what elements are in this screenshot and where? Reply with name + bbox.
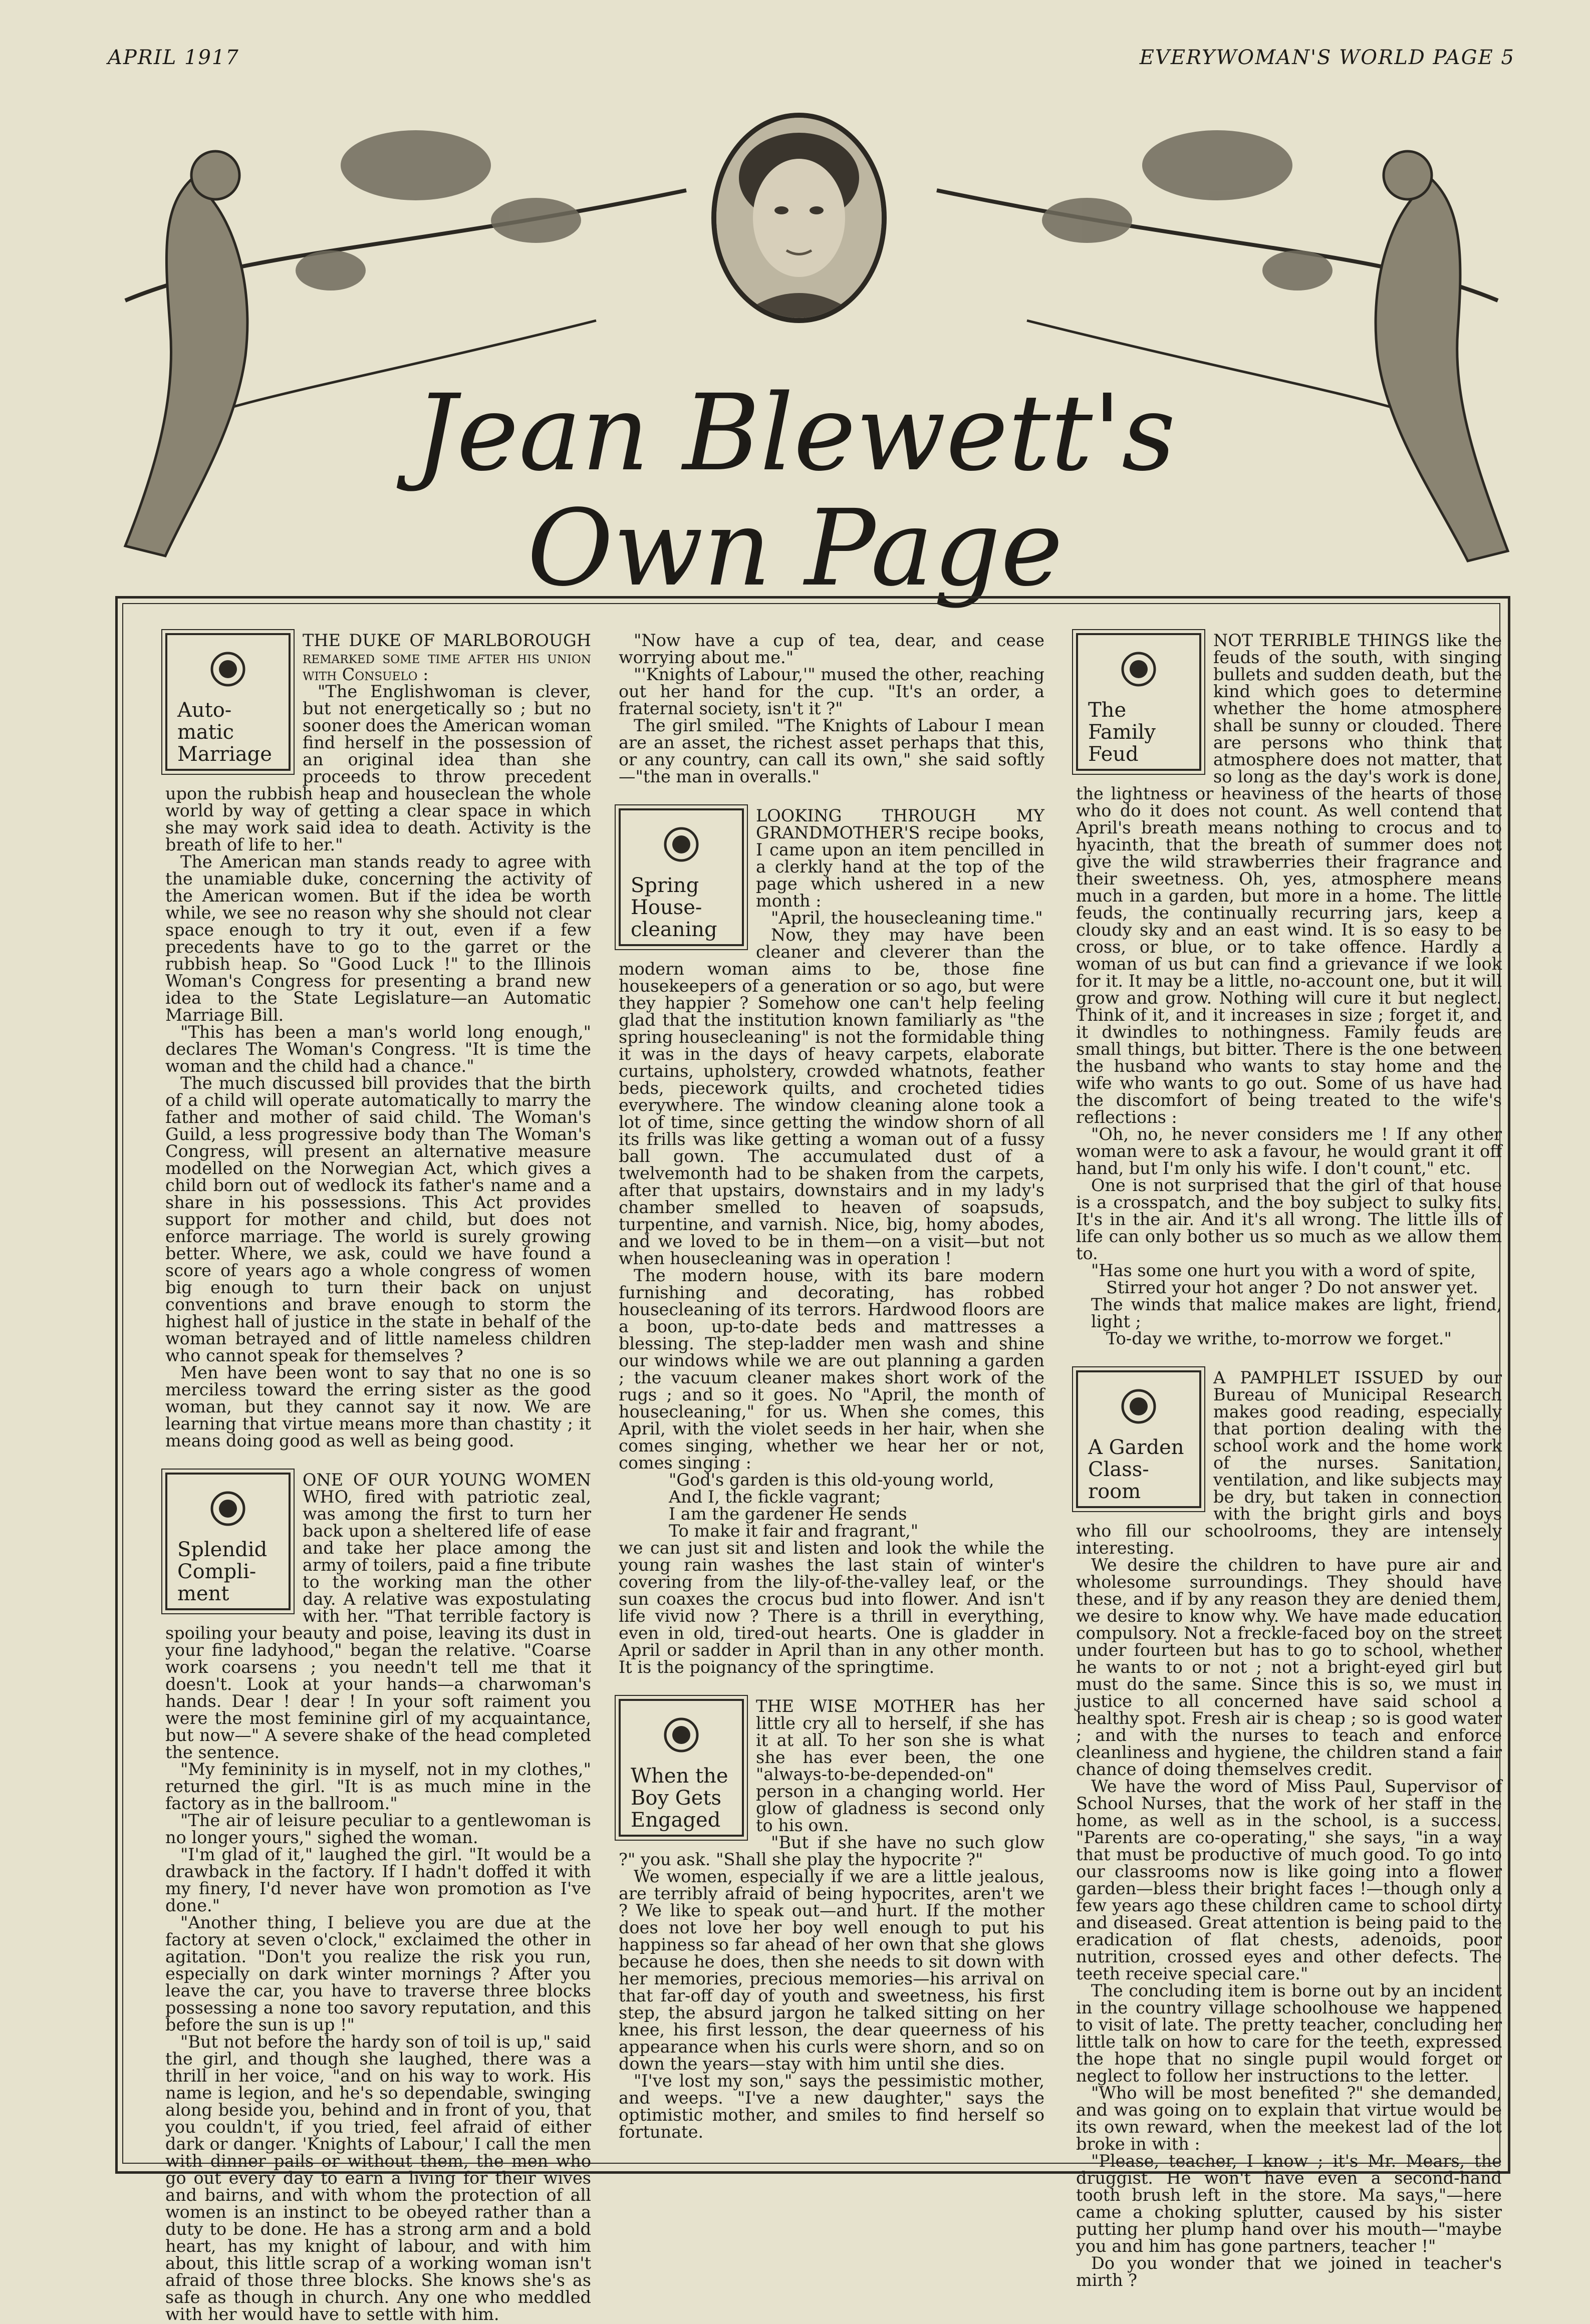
verse-line: "Has some one hurt you with a word of spite, [1091,1261,1476,1280]
column-3 [1076,631,1502,2290]
paragraph: THE WISE MOTHER has her little cry all to herself, if she has it at all. To her son she is what she has ever been, the one "always-to-be-depended-on" person in a changing world. Her glow of gladness is second only to his own. [756,1696,1044,1835]
seal-icon [663,1715,700,1754]
paragraph: The girl smiled. "The Knights of Labour I mean are an asset, the richest asset perhaps that this, or any country, can call its own," she said softly—"the man in overalls." [619,716,1044,786]
verse-line: The winds that malice makes are light, friend, light ; [1091,1295,1502,1331]
paragraph: "April, the housecleaning time." [771,908,1043,928]
paragraph: The concluding item is borne out by an incident in the country village schoolhouse we happened to visit of late. The pretty teacher, concluding her little talk on how to care for the teeth, expressed the hope that no single pupil would forget or neglect to follow her instructions to the letter. [1076,1981,1502,2086]
paragraph: "Now have a cup of tea, dear, and cease worrying about me." [619,631,1044,667]
paragraph: "But not before the hardy son of toil is up," said the girl, and though she laughed, there was a thrill in her voice, "and on his way to work. His name is legion, and he's so dependable, swinging along beside you, behind and in front of you, that you couldn't, if you tried, feel afraid of either dark or danger. 'Knights of Labour,' I call the men with dinner pails or without them, the men who go out every day to earn a living for their wives and bairns, and with whom the protection of all women is an instinct to be obeyed rather than a duty to be done. He has a strong arm and a bold heart, has my knight of labour, and with him about, this little scrap of a working woman isn't afraid of those three blocks. She knows she's as safe as though in church. Any one who meddled with her would have to settle with him. [165,2032,591,2324]
seal-icon [209,1489,246,1528]
seal-icon [1120,1386,1157,1425]
seal-icon [1120,649,1157,688]
section-garden-classroom [1076,1369,1502,2289]
paragraph: THE DUKE OF MARLBOROUGH remarked some time after his union with Consuelo : [303,631,591,684]
paragraph: "'Knights of Labour,'" mused the other, reaching out her hand for the cup. "It's an order, a fraternal society, isn't it ?" [619,665,1044,718]
page-title-line-1: Jean Blewett's [414,372,1176,494]
section-label-box [165,633,291,771]
section-label-box [165,1473,291,1610]
section-label-box [619,808,744,946]
verse-line: To-day we writhe, to-morrow we forget." [1106,1329,1452,1348]
paragraph: A PAMPHLET ISSUED by our Bureau of Municipal Research makes good reading, especially that portion dealing with the school work and the home work of the nurses. Sanitation, ventilation, and like subjects may be dry, but taken in connection with the bright girls and boys who fill our schoolrooms, they are intensely interesting. [1076,1368,1502,1558]
verse-line: Stirred your hot anger ? Do not answer yet. [1106,1278,1478,1297]
author-portrait [711,113,887,323]
paragraph: We desire the children to have pure air and wholesome surroundings. They should have these, and if by any reason they are denied them, we desire to know why. We have made education compulsory. Not a freckle-faced boy on the street under fourteen but has to go to school, whether he wants to or not ; not a bright-eyed girl but must do the same. Since this is so, we must in justice to all concerned have said school a healthy spot. Fresh air is cheap ; so is good water ; and with the nurses to teach and enforce cleanliness and hygiene, the children stand a fair chance of doing themselves credit. [1076,1555,1502,1779]
section-label-box [619,1699,744,1837]
paragraph: Men have been wont to say that no one is so merciless toward the erring sister as the good woman, but they cannot say it now. We are learning that virtue means more than chastity ; it means doing good as well as being good. [165,1363,591,1450]
seal-icon [663,824,700,863]
paragraph: "The Englishwoman is clever, but not energetically so ; but no sooner does the American woman find herself in the possession of an original idea than she proceeds to throw precedent upon the rubbish heap and houseclean the whole world by way of getting a clear space in which she may work said idea to death. Activity is the breath of life to her." [165,682,592,854]
paragraph: ONE OF OUR YOUNG WOMEN WHO, fired with patriotic zeal, was among the first to turn her back upon a sheltered life of ease and take her place among the army of toilers, paid a fine tribute to the working man the other day. A relative was expostulating with her. "That terrible factory is spoiling your beauty and poise, leaving its dust in your fine ladyhood," began the relative. "Coarse work coarsens ; you needn't tell me that it doesn't. Look at your hands—a charwoman's hands. Dear ! dear ! In your soft raiment you were the most feminine girl of my acquaintance, but now—" A severe shake of the head completed the sentence. [165,1470,591,1762]
section-label: Auto-matic Marriage [177,699,272,766]
paragraph: we can just sit and listen and look the while the young rain washes the last stain of winter's covering from the lily-of-the-valley leaf, or the sun coaxes the crocus bud into flower. And isn't life vivid now ? There is a thrill in everything, even in old, tired-out hearts. One is gladder in April or sadder in April than in any other month. It is the poignancy of the springtime. [619,1538,1044,1677]
paragraph: We women, especially if we are a little jealous, are terribly afraid of being hypocrites, aren't we ? We like to speak out—and hurt. If the mother does not love her boy well enough to put his happiness so far ahead of her own that she glows because he does, then she needs to sit down with her memories, precious memories—his arrival on that far-off day of youth and sweetness, his first step, the absurd jargon he talked sitting on her knee, his first lesson, the dear queerness of his appearance when his curls were shorn, and so on down the years—stay with him until she dies. [619,1867,1044,2074]
section-label-box [1076,1370,1201,1508]
paragraph: "But if she have no such glow ?" you ask. "Shall she play the hypocrite ?" [619,1833,1044,1869]
section-label: Splendid Compli-ment [177,1538,268,1605]
paragraph: "Oh, no, he never considers me ! If any other woman were to ask a favour, he would grant it off hand, but I'm only his wife. I don't count," etc. [1076,1124,1502,1178]
paragraph: Do you wonder that we joined in teacher's mirth ? [1076,2253,1502,2290]
paragraph: "Who will be most benefited ?" she demanded, and was going on to explain that virtue would be its own reward, when the meekest lad of the lot broke in with : [1076,2083,1502,2154]
paragraph: "I'm glad of it," laughed the girl. "It would be a drawback in the factory. If I hadn't doffed it with my finery, I'd never have won promotion as I've done." [165,1845,591,1915]
magazine-page: EVERYWOMAN'S WORLD PAGE 5 [1139,46,1515,69]
paragraph: NOT TERRIBLE THINGS like the feuds of the south, with singing bullets and sudden death, but the kind which goes to determine whether the home atmosphere shall be sunny or clouded. There are persons who think that atmosphere does not matter, that so long as the day's work is done, the lightness or heaviness of the hearts of those who do it does not count. As well contend that April's breath means nothing to crocus and to hyacinth, that the breath of summer does not give the wild strawberries their fragrance and their sweetness. Oh, yes, atmosphere means much in a garden, but more in a home. The little feuds, the continually recurring jars, keep a cloudy sky and an east wind. It is so easy to be cross, or blue, or to take offence. Hardly a woman of us but can find a grievance if we look for it. It may be a little, no-account one, but it will grow and grow. Nothing will cure it but neglect. Think of it, and it increases in size ; forget it, and it dwindles to nothingness. Family feuds are small things, but bitter. There is the one between the husband who wants to stay home and the wife who wants to go out. Some of us have had the discomfort of being treated to the wife's reflections : [1076,631,1502,1127]
page-title-line-2: Own Page [527,487,1063,610]
section-label-box [1076,633,1201,771]
paragraph: "Another thing, I believe you are due at the factory at seven o'clock," exclaimed the other in agitation. "Don't you realize the risk you run, especially on dark winter mornings ? After you leave the car, you have to traverse three blocks possessing a none too savory reputation, and this before the sun is up !" [165,1913,591,2035]
paragraph: Now, they may have been cleaner and cleverer than the modern woman aims to be, those fine housekeepers of a generation or so ago, but were they happier ? Somehow one can't help feeling glad that the institution known familiarly as "the spring housecleaning" is not the formidable thing it was in the days of heavy carpets, elaborate curtains, upholstery, crowded whatnots, feather beds, piecework quilts, and crocheted tidies everywhere. The window cleaning alone took a lot of time, since getting the window shorn of all its frills was like getting a woman out of a fussy ball gown. The accumulated dust of a twelvemonth had to be shaken from the carpets, after that upstairs, downstairs and in my lady's chamber smelled to heaven of soapsuds, turpentine, and varnish. Nice, big, homy abodes, and we loved to be in them—on a visit—but not when housecleaning was in operation ! [619,925,1044,1268]
paragraph: "My femininity is in myself, not in my clothes," returned the girl. "It is as much mine in the factory as in the ballroom." [165,1760,591,1813]
portrait-image [716,118,882,318]
paragraph: "I've lost my son," says the pessimistic mother, and weeps. "I've a new daughter," says the optimistic mother, and smiles to find herself so fortunate. [619,2071,1044,2142]
issue-date: APRIL 1917 [108,46,239,69]
section-label: The Family Feud [1088,699,1156,766]
section-automatic-marriage [165,632,591,1449]
paragraph: One is not surprised that the girl of that house is a crosspatch, and the boy subject to sulky fits. It's in the air. And it's all wrong. The little ills of life can only bother us so much as we allow them to. [1076,1176,1502,1263]
paragraph: The much discussed bill provides that the birth of a child will operate automatically to marry the father and mother of said child. The Woman's Guild, a less progressive body than The Woman's Congress, will present an alternative measure modelled on the Norwegian Act, which gives a child born out of wedlock its father's name and a share in his possessions. This Act provides support for mother and child, but does not enforce marriage. The world is surely growing better. Where, we ask, could we have found a score of years ago a whole congress of women big enough to turn their back on unjust conventions and brave enough to storm the highest hall of justice in the state in behalf of the woman betrayed and of little nameless children who cannot speak for themselves ? [165,1073,591,1365]
section-label: When the Boy Gets Engaged [631,1765,728,1832]
section-label: A Garden Class-room [1088,1436,1184,1503]
section-boy-gets-engaged [619,1698,1044,2141]
verse-line: And I, the fickle vagrant; [669,1487,881,1507]
paragraph: We have the word of Miss Paul, Supervisor of School Nurses, that the work of her staff in the home, as well as in the school, is a success. "Parents are co-operating," she says, "in a way that must be productive of much good. To go into our classrooms now is like going into a flower garden—bless their bright faces !—though only a few years ago these children came to school dirty and diseased. Great attention is being paid to the eradication of flat chests, adenoids, poor nutrition, crossed eyes and other defects. The teeth receive special care." [1076,1777,1502,1983]
verse-line: "God's garden is this old-young world, [669,1470,994,1490]
section-splendid-compliment [165,1472,591,2323]
running-header [108,46,1515,76]
seal-icon [209,649,246,688]
paragraph: The American man stands ready to agree with the unamiable duke, concerning the activity of the American women. But if the idea be worth while, we see no reason why she should not clear space enough to try it out, even if a few precedents have to go to the garret or the rubbish heap. So "Good Luck !" to the Illinois Woman's Congress for presenting a brand new idea to the State Legislature—an Automatic Marriage Bill. [165,852,591,1025]
paragraph: "The air of leisure peculiar to a gentlewoman is no longer yours," sighed the woman. [165,1811,591,1847]
verse-line: I am the gardener He sends [669,1504,907,1524]
column-1 [165,631,592,2324]
paragraph: LOOKING THROUGH MY GRANDMOTHER'S recipe books, I came upon an item pencilled in a clerkly hand at the top of the page which ushered in a new month : [756,806,1044,911]
paragraph: "Please, teacher, I know ; it's Mr. Mears, the druggist. He won't have even a second-hand tooth brush left in the store. Ma says,"—here came a choking splutter, caused by his sister putting her plump hand over his mouth—"maybe you and him has gone partners, teacher !" [1076,2151,1502,2256]
section-label: Spring House-cleaning [631,874,717,941]
section-family-feud [1076,632,1502,1347]
paragraph: The modern house, with its bare modern furnishing and decorating, has robbed housecleaning of its terrors. Hardwood floors are a boon, up-to-date beds and mattresses a blessing. The step-ladder men wash and shine our windows while we are out planning a garden ; the vacuum cleaner makes short work of the rugs ; and so it goes. No "April, the month of housecleaning," for us. When she comes, this April, with the violet seeds in her hair, when she comes singing, whether we hear her or not, comes singing : [619,1266,1044,1473]
column-2 [619,632,1044,2166]
paragraph: "This has been a man's world long enough," declares The Woman's Congress. "It is time the woman and the child had a chance." [165,1022,591,1076]
verse-line: To make it fair and fragrant," [669,1521,919,1541]
section-spring-housecleaning [619,807,1044,1676]
